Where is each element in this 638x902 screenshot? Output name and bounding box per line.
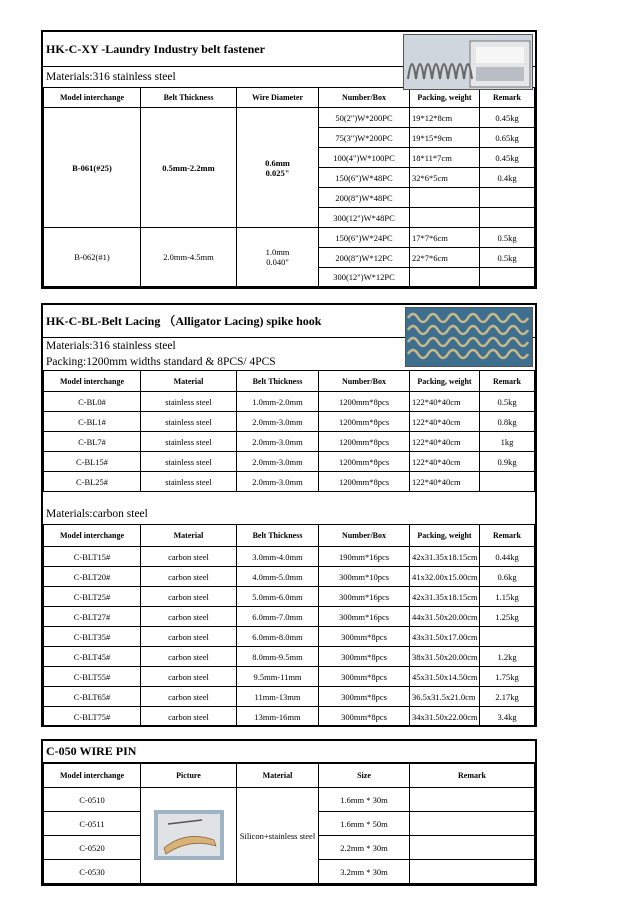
model-cell: B-061(#25): [44, 108, 141, 228]
packing-cell: 19*15*9cm: [410, 128, 480, 148]
col-header: Number/Box: [319, 371, 410, 392]
remark-cell: 0.6kg: [480, 567, 535, 587]
remark-cell: [410, 788, 535, 812]
wire-pin-section: [41, 739, 537, 886]
thickness-cell: 8.0mm-9.5mm: [237, 647, 319, 667]
packing-cell: 32*6*5cm: [410, 168, 480, 188]
col-header: Remark: [410, 764, 535, 788]
model-cell: C-BLT35#: [44, 627, 141, 647]
number-cell: 190mm*16pcs: [319, 547, 410, 567]
materials-label: Materials:316 stainless steel: [46, 340, 176, 352]
materials-label: Materials:316 stainless steel: [46, 71, 176, 83]
laundry-fastener-photo: [403, 34, 533, 90]
model-cell: C-BLT27#: [44, 607, 141, 627]
number-cell: 300mm*8pcs: [319, 667, 410, 687]
material-cell: carbon steel: [141, 667, 237, 687]
thickness-cell: 13mm-16mm: [237, 707, 319, 727]
wire-pin-photo: [154, 810, 224, 860]
number-cell: 1200mm*8pcs: [319, 412, 410, 432]
material-cell: stainless steel: [141, 432, 237, 452]
col-header: Remark: [480, 88, 535, 108]
col-header: Belt Thickness: [237, 371, 319, 392]
packing-cell: 17*7*6cm: [410, 228, 480, 248]
remark-cell: 0.65kg: [480, 128, 535, 148]
packing-cell: 41x32.00x15.00cm: [410, 567, 480, 587]
col-header: Packing, weight: [410, 525, 480, 547]
packing-cell: 19*12*8cm: [410, 108, 480, 128]
col-header: Belt Thickness: [141, 88, 237, 108]
number-cell: 200(8")W*48PC: [319, 188, 410, 208]
col-header: Number/Box: [319, 88, 410, 108]
model-cell: C-0511: [44, 812, 141, 836]
remark-cell: 0.5kg: [480, 248, 535, 268]
remark-cell: 2.17kg: [480, 687, 535, 707]
wire-inch: 0.025": [265, 167, 290, 178]
remark-cell: 0.8kg: [480, 412, 535, 432]
thickness-cell: 9.5mm-11mm: [237, 667, 319, 687]
size-cell: 1.6mm * 50m: [319, 812, 410, 836]
material-cell: carbon steel: [141, 587, 237, 607]
packing-cell: 22*7*6cm: [410, 248, 480, 268]
section-title: HK-C-BL-Belt Lacing （Alligator Lacing) spike hook: [43, 305, 535, 338]
packing-cell: 122*40*40cm: [410, 472, 480, 492]
section-title: C-050 WIRE PIN: [43, 741, 535, 763]
col-header: Size: [319, 764, 410, 788]
packing-cell: [410, 268, 480, 287]
col-header: Material: [141, 371, 237, 392]
number-cell: 300(12")W*48PC: [319, 208, 410, 228]
remark-cell: [480, 627, 535, 647]
remark-cell: 0.44kg: [480, 547, 535, 567]
number-cell: 1200mm*8pcs: [319, 392, 410, 412]
table-row: [44, 412, 535, 432]
table-row: [44, 788, 535, 812]
remark-cell: [480, 188, 535, 208]
remark-cell: 1.2kg: [480, 647, 535, 667]
thickness-cell: 1.0mm-2.0mm: [237, 392, 319, 412]
remark-cell: 1.75kg: [480, 667, 535, 687]
packing-cell: 122*40*40cm: [410, 392, 480, 412]
packing-cell: [410, 208, 480, 228]
remark-cell: 1.15kg: [480, 587, 535, 607]
model-cell: B-062(#1): [44, 228, 141, 287]
table-row: [44, 228, 535, 248]
thickness-cell: 2.0mm-3.0mm: [237, 412, 319, 432]
col-header: Model interchange: [44, 525, 141, 547]
col-header: Packing, weight: [410, 88, 480, 108]
laundry-fastener-section: [41, 30, 537, 289]
table-row: [44, 432, 535, 452]
thickness-cell: 6.0mm-8.0mm: [237, 627, 319, 647]
material-cell: carbon steel: [141, 687, 237, 707]
col-header: Remark: [480, 525, 535, 547]
material-cell: carbon steel: [141, 707, 237, 727]
belt-lacing-section: [41, 303, 537, 727]
packing-cell: 42x31.35x18.15cm: [410, 547, 480, 567]
number-cell: 300mm*8pcs: [319, 647, 410, 667]
model-cell: C-0510: [44, 788, 141, 812]
table-row: [44, 687, 535, 707]
remark-cell: [480, 472, 535, 492]
thickness-cell: 6.0mm-7.0mm: [237, 607, 319, 627]
table-row: [44, 667, 535, 687]
wire-mm: 1.0mm: [265, 247, 290, 257]
table-row: [44, 567, 535, 587]
picture-cell: [141, 788, 237, 884]
number-cell: 300mm*16pcs: [319, 607, 410, 627]
packing-cell: 122*40*40cm: [410, 412, 480, 432]
number-cell: 50(2")W*200PC: [319, 108, 410, 128]
material-cell: stainless steel: [141, 472, 237, 492]
belt-lacing-photo: [405, 307, 533, 367]
size-cell: 2.2mm * 30m: [319, 836, 410, 860]
packing-cell: 122*40*40cm: [410, 452, 480, 472]
packing-label: Packing:1200mm widths standard & 8PCS/ 4PCS: [46, 356, 276, 368]
wire-diameter-cell: [237, 108, 319, 228]
table-row: [44, 108, 535, 128]
table-row: [44, 647, 535, 667]
size-cell: 1.6mm * 30m: [319, 788, 410, 812]
number-cell: 300(12")W*12PC: [319, 268, 410, 287]
remark-cell: 3.4kg: [480, 707, 535, 727]
model-cell: C-0530: [44, 860, 141, 884]
col-header: Number/Box: [319, 525, 410, 547]
thickness-cell: 2.0mm-3.0mm: [237, 432, 319, 452]
wire-pin-table: [43, 763, 535, 884]
model-cell: C-BLT65#: [44, 687, 141, 707]
remark-cell: [410, 836, 535, 860]
thickness-cell: 2.0mm-4.5mm: [141, 228, 237, 287]
table-row: [44, 452, 535, 472]
materials-label: Materials:carbon steel: [46, 508, 148, 520]
model-cell: C-BL15#: [44, 452, 141, 472]
model-cell: C-BLT15#: [44, 547, 141, 567]
number-cell: 200(8")W*12PC: [319, 248, 410, 268]
number-cell: 1200mm*8pcs: [319, 432, 410, 452]
carbon-lacing-table: [43, 524, 535, 727]
packing-cell: 38x31.50x20.00cm: [410, 647, 480, 667]
col-header: Model interchange: [44, 764, 141, 788]
number-cell: 1200mm*8pcs: [319, 472, 410, 492]
col-header: Remark: [480, 371, 535, 392]
remark-cell: 0.5kg: [480, 228, 535, 248]
material-cell: carbon steel: [141, 547, 237, 567]
laundry-fastener-table: [43, 87, 535, 287]
packing-cell: 18*11*7cm: [410, 148, 480, 168]
thickness-cell: 11mm-13mm: [237, 687, 319, 707]
packing-cell: 44x31.50x20.00cm: [410, 607, 480, 627]
model-cell: C-BLT25#: [44, 587, 141, 607]
material-cell: carbon steel: [141, 647, 237, 667]
number-cell: 300mm*8pcs: [319, 627, 410, 647]
col-header: Model interchange: [44, 371, 141, 392]
thickness-cell: 4.0mm-5.0mm: [237, 567, 319, 587]
table-row: [44, 587, 535, 607]
table-row: [44, 607, 535, 627]
table-row: [44, 392, 535, 412]
size-cell: 3.2mm * 30m: [319, 860, 410, 884]
remark-cell: 0.45kg: [480, 148, 535, 168]
remark-cell: 0.5kg: [480, 392, 535, 412]
number-cell: 300mm*8pcs: [319, 687, 410, 707]
model-cell: C-BLT75#: [44, 707, 141, 727]
col-header: Material: [237, 764, 319, 788]
table-row: [44, 472, 535, 492]
number-cell: 300mm*8pcs: [319, 707, 410, 727]
thickness-cell: 3.0mm-4.0mm: [237, 547, 319, 567]
model-cell: C-BL25#: [44, 472, 141, 492]
packing-cell: 122*40*40cm: [410, 432, 480, 452]
model-cell: C-BLT45#: [44, 647, 141, 667]
remark-cell: [480, 268, 535, 287]
thickness-cell: 0.5mm-2.2mm: [141, 108, 237, 228]
remark-cell: 0.9kg: [480, 452, 535, 472]
material-cell: carbon steel: [141, 627, 237, 647]
thickness-cell: 2.0mm-3.0mm: [237, 452, 319, 472]
model-cell: C-BL1#: [44, 412, 141, 432]
remark-cell: [410, 812, 535, 836]
model-cell: C-BLT20#: [44, 567, 141, 587]
remark-cell: 1.25kg: [480, 607, 535, 627]
table-row: [44, 547, 535, 567]
remark-cell: [410, 860, 535, 884]
number-cell: 300mm*10pcs: [319, 567, 410, 587]
material-cell: stainless steel: [141, 412, 237, 432]
packing-cell: 42x31.35x18.15cm: [410, 587, 480, 607]
wire-mm: 0.6mm: [265, 157, 290, 168]
number-cell: 300mm*16pcs: [319, 587, 410, 607]
remark-cell: 0.4kg: [480, 168, 535, 188]
model-cell: C-BL7#: [44, 432, 141, 452]
number-cell: 75(3")W*200PC: [319, 128, 410, 148]
material-cell: carbon steel: [141, 607, 237, 627]
number-cell: 1200mm*8pcs: [319, 452, 410, 472]
col-header: Model interchange: [44, 88, 141, 108]
col-header: Material: [141, 525, 237, 547]
wire-inch: 0.040": [266, 257, 289, 267]
model-cell: C-BLT55#: [44, 667, 141, 687]
section-title: HK-C-XY -Laundry Industry belt fastener: [43, 32, 535, 67]
model-cell: C-0520: [44, 836, 141, 860]
material-cell: Silicon+stainless steel: [237, 788, 319, 884]
number-cell: 150(6")W*24PC: [319, 228, 410, 248]
material-cell: carbon steel: [141, 567, 237, 587]
stainless-lacing-table: [43, 370, 535, 492]
number-cell: 100(4")W*100PC: [319, 148, 410, 168]
table-row: [44, 627, 535, 647]
number-cell: 150(6")W*48PC: [319, 168, 410, 188]
col-header: Packing, weight: [410, 371, 480, 392]
material-cell: stainless steel: [141, 392, 237, 412]
col-header: Belt Thickness: [237, 525, 319, 547]
model-cell: C-BL0#: [44, 392, 141, 412]
material-cell: stainless steel: [141, 452, 237, 472]
thickness-cell: 5.0mm-6.0mm: [237, 587, 319, 607]
col-header: Wire Diameter: [237, 88, 319, 108]
col-header: Picture: [141, 764, 237, 788]
remark-cell: 0.45kg: [480, 108, 535, 128]
packing-cell: 43x31.50x17.00cm: [410, 627, 480, 647]
packing-cell: 45x31.50x14.50cm: [410, 667, 480, 687]
packing-cell: [410, 188, 480, 208]
packing-cell: 34x31.50x22.00cm: [410, 707, 480, 727]
remark-cell: 1kg: [480, 432, 535, 452]
wire-diameter-cell: [237, 228, 319, 287]
remark-cell: [480, 208, 535, 228]
thickness-cell: 2.0mm-3.0mm: [237, 472, 319, 492]
packing-cell: 36.5x31.5x21.0cm: [410, 687, 480, 707]
table-row: [44, 707, 535, 727]
